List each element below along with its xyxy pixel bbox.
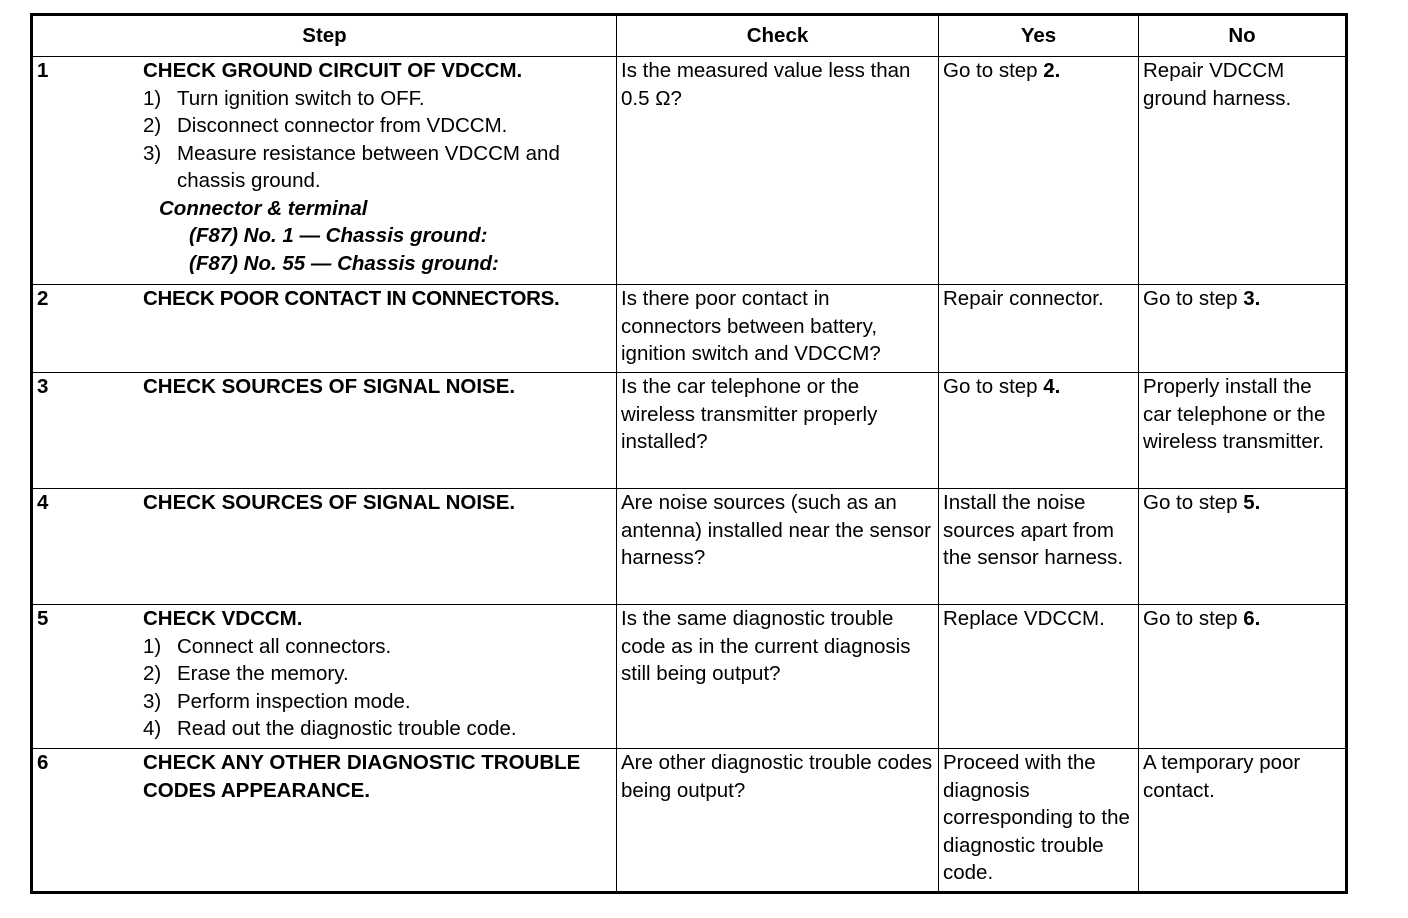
table-row: [32, 489, 1347, 605]
yes-cell: Go to step 4.: [939, 373, 1139, 489]
connector-line: (F87) No. 1 — Chassis ground:: [189, 224, 488, 247]
no-cell: Go to step 6.: [1139, 605, 1347, 749]
step-number: 5: [37, 607, 49, 630]
header-row: [32, 15, 1347, 57]
substep-item: 1) Turn ignition switch to OFF.: [143, 86, 425, 110]
step-title: CHECK ANY OTHER DIAGNOSTIC TROUBLE CODES APPEARANCE.: [143, 751, 581, 802]
header-step: Step: [32, 15, 617, 57]
substep-list: [143, 85, 612, 195]
step-cell: [32, 285, 617, 373]
substep-item: 3) Perform inspection mode.: [143, 689, 411, 713]
header-check: Check: [617, 15, 939, 57]
substep-item: 2) Disconnect connector from VDCCM.: [143, 114, 508, 137]
diagnostic-table: [30, 13, 1348, 894]
table-row: [32, 57, 1347, 285]
step-cell: [32, 373, 617, 489]
step-number: 6: [37, 751, 49, 774]
connector-line: (F87) No. 55 — Chassis ground:: [189, 251, 499, 275]
substep-item: 1) Connect all connectors.: [143, 634, 392, 658]
step-title: CHECK VDCCM.: [143, 607, 303, 630]
check-cell: Is the measured value less than 0.5 Ω?: [617, 57, 939, 285]
no-cell: A temporary poor contact.: [1139, 749, 1347, 893]
check-cell: Is the car telephone or the wireless transmitter properly installed?: [617, 373, 939, 489]
header-no: No: [1139, 15, 1347, 57]
step-title: CHECK SOURCES OF SIGNAL NOISE.: [143, 491, 516, 514]
check-cell: Is the same diagnostic trouble code as in the current diagnosis still being output?: [617, 605, 939, 749]
step-title: CHECK SOURCES OF SIGNAL NOISE.: [143, 375, 516, 398]
substep-list: [143, 633, 612, 743]
table-row: [32, 285, 1347, 373]
step-number: 2: [37, 287, 49, 310]
step-cell: [32, 605, 617, 749]
check-cell: Are noise sources (such as an antenna) installed near the sensor harness?: [617, 489, 939, 605]
substep-item: 2) Erase the memory.: [143, 662, 349, 685]
check-cell: Is there poor contact in connectors between battery, ignition switch and VDCCM?: [617, 285, 939, 373]
step-title: CHECK GROUND CIRCUIT OF VDCCM.: [143, 59, 523, 82]
substep-item: 3) Measure resistance between VDCCM and chassis ground.: [143, 141, 560, 192]
connector-heading: Connector & terminal: [159, 196, 368, 220]
step-cell: [32, 749, 617, 893]
step-number: 4: [37, 491, 49, 514]
step-cell: [32, 57, 617, 285]
header-yes: Yes: [939, 15, 1139, 57]
yes-cell: Install the noise sources apart from the sensor harness.: [939, 489, 1139, 605]
table-row: [32, 605, 1347, 749]
step-title: CHECK POOR CONTACT IN CONNECTORS.: [143, 287, 560, 310]
check-cell: Are other diagnostic trouble codes being output?: [617, 749, 939, 893]
yes-cell: Repair connector.: [939, 285, 1139, 373]
step-cell: [32, 489, 617, 605]
step-number: 3: [37, 375, 49, 398]
step-number: 1: [37, 59, 49, 82]
table-row: [32, 749, 1347, 893]
no-cell: Properly install the car telephone or the wireless transmitter.: [1139, 373, 1347, 489]
no-cell: Repair VDCCM ground harness.: [1139, 57, 1347, 285]
no-cell: Go to step 5.: [1139, 489, 1347, 605]
no-cell: Go to step 3.: [1139, 285, 1347, 373]
table-row: [32, 373, 1347, 489]
substep-item: 4) Read out the diagnostic trouble code.: [143, 717, 517, 740]
yes-cell: Replace VDCCM.: [939, 605, 1139, 749]
yes-cell: Proceed with the diagnosis corresponding to the diagnostic trouble code.: [939, 749, 1139, 893]
yes-cell: Go to step 2.: [939, 57, 1139, 285]
